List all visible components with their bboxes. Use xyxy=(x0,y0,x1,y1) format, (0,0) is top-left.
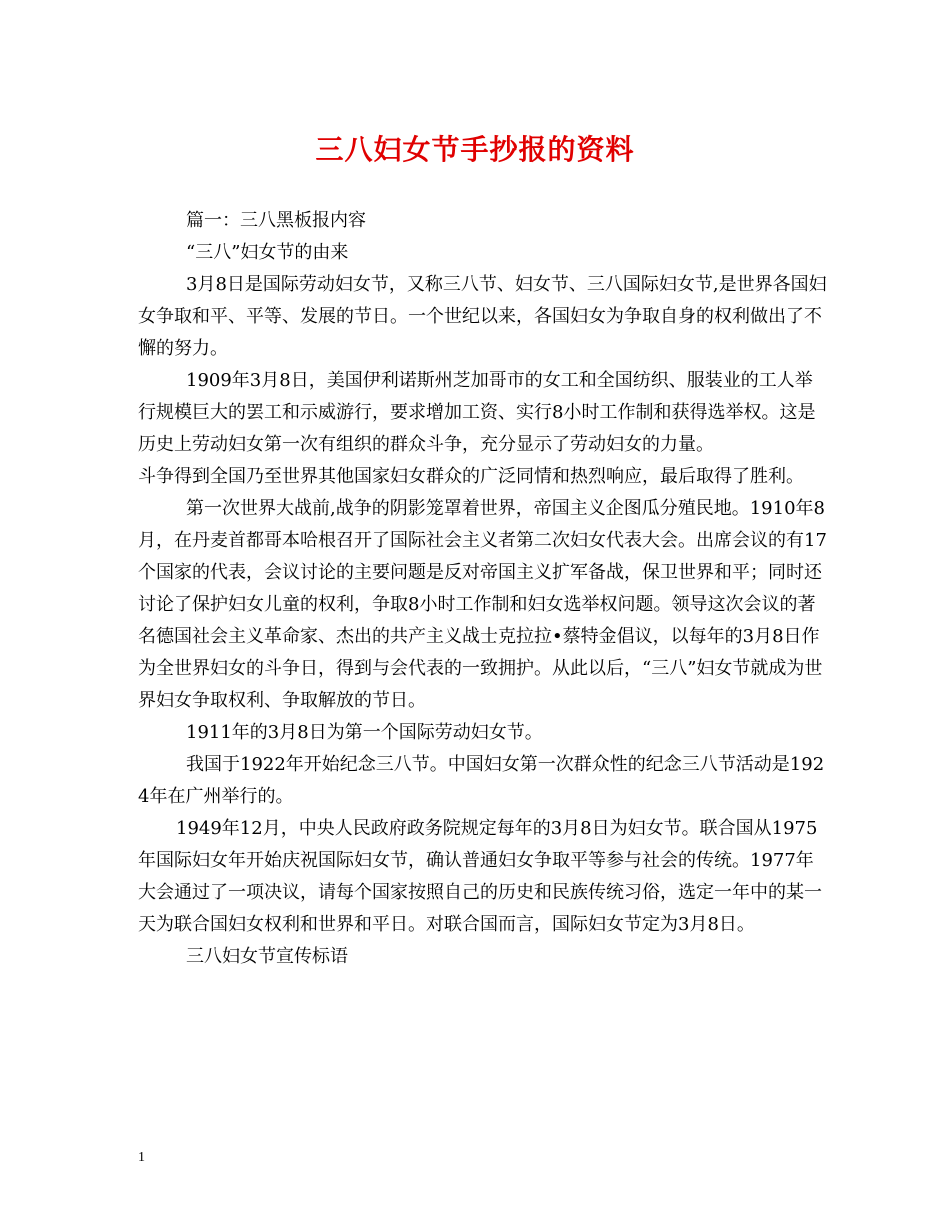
paragraph-1922: 我国于1922年开始纪念三八节。中国妇女第一次群众性的纪念三八节活动是1924年在广州举行的。 xyxy=(138,754,825,807)
paragraph-subheading: “三八”妇女节的由来 xyxy=(186,242,349,263)
page-number: 1 xyxy=(138,1150,145,1165)
paragraph-1949: 1949年12月，中央人民政府政务院规定每年的3月8日为妇女节。联合国从1975年国际妇女年开始庆祝国际妇女节，确认普通妇女争取平等参与社会的传统。1977年大会通过了一项决议，请每个国家按照自己的历史和民族传统习俗，选定一年中的某一天为联合国妇女权利和世界和平日。对联合国而言，国际妇女节定为3月8日。 xyxy=(138,818,822,935)
document-body xyxy=(138,205,828,973)
paragraph-section-heading: 篇一：三八黑板报内容 xyxy=(186,210,366,231)
paragraph-intro: 3月8日是国际劳动妇女节，又称三八节、妇女节、三八国际妇女节,是世界各国妇女争取和平、平等、发展的节日。一个世纪以来，各国妇女为争取自身的权利做出了不懈的努力。 xyxy=(138,274,827,359)
paragraph-1909: 1909年3月8日，美国伊利诺斯州芝加哥市的女工和全国纺织、服装业的工人举行规模巨大的罢工和示威游行，要求增加工资、实行8小时工作制和获得选举权。这是历史上劳动妇女第一次有组织的群众斗争，充分显示了劳动妇女的力量。 xyxy=(138,370,816,455)
paragraph-1911: 1911年的3月8日为第一个国际劳动妇女节。 xyxy=(186,722,543,743)
document-title: 三八妇女节手抄报的资料 xyxy=(315,133,635,166)
paragraph-1910: 第一次世界大战前,战争的阴影笼罩着世界，帝国主义企图瓜分殖民地。1910年8月，在丹麦首都哥本哈根召开了国际社会主义者第二次妇女代表大会。出席会议的有17个国家的代表，会议讨论的主要问题是反对帝国主义扩军备战，保卫世界和平；同时还讨论了保护妇女儿童的权利，争取8小时工作制和妇女选举权问题。领导这次会议的著名德国社会主义革命家、杰出的共产主义战士克拉拉•蔡特金倡议，以每年的3月8日作为全世界妇女的斗争日，得到与会代表的一致拥护。从此以后，“三八”妇女节就成为世界妇女争取权利、争取解放的节日。 xyxy=(138,498,827,711)
paragraph-struggle-result: 斗争得到全国乃至世界其他国家妇女群众的广泛同情和热烈响应，最后取得了胜利。 xyxy=(138,466,804,487)
paragraph-slogans-heading: 三八妇女节宣传标语 xyxy=(186,946,348,967)
